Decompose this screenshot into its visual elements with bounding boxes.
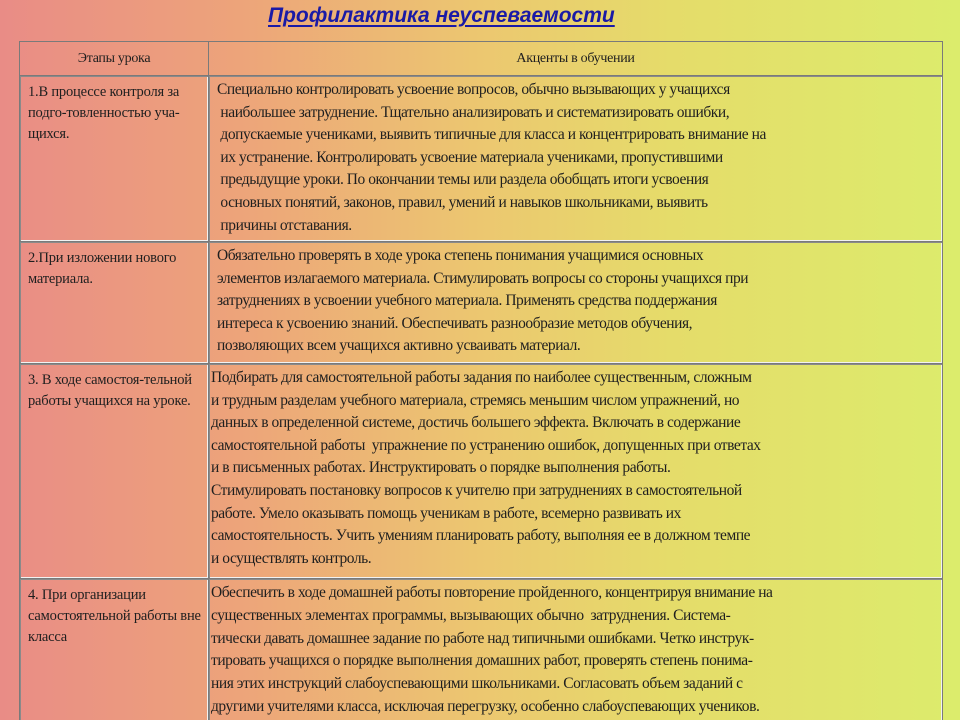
accents-cell: Подбирать для самостоятельной работы задания по наиболее существенным, сложным и трудным разделам учебного материала, стремясь меньшим числом упражнений, но данных в определенной системе, достичь большего эффекта. Включать в содержание самостоятельной работы упражнение по устранению ошибок, допущенных при ответах и в письменных работах. Инструктировать о порядке выполнения работы. Стимулировать постановку вопросов к учителю при затруднениях в самостоятельной работе. Умело оказывать помощь ученикам в работе, всемерно развивать их самостоятельность. Учить умениям планировать работу, выполняя ее в должном темпе и осуществлять контроль.	[209, 364, 943, 579]
stage-cell: 3. В ходе самостоя-тельной работы учащихся на уроке.	[20, 364, 209, 579]
header-accents: Акценты в обучении	[209, 42, 943, 76]
accents-cell: Обеспечить в ходе домашней работы повторение пройденного, концентрируя внимание на существенных элементах программы, вызывающих обычно затруднения. Система- тически давать домашнее задание по работе над типичными ошибками. Четко инструк- тировать учащихся о порядке выполнения домашних работ, проверять степень понима- ния этих инструкций слабоуспевающими школьниками. Согласовать объем заданий с другими учителями класса, исключая перегрузку, особенно слабоуспевающих учеников.	[209, 579, 943, 720]
table-row	[20, 242, 943, 364]
stage-cell: 2.При изложении нового материала.	[20, 242, 209, 364]
accents-table	[19, 41, 943, 720]
stage-cell: 4. При организации самостоятельной работы вне класса	[20, 579, 209, 720]
page-title: Профилактика неуспеваемости	[268, 4, 615, 27]
header-stage: Этапы урока	[20, 42, 209, 76]
table-row	[20, 76, 943, 242]
accents-cell: Специально контролировать усвоение вопросов, обычно вызывающих у учащихся наибольшее затруднение. Тщательно анализировать и систематизировать ошибки, допускаемые учениками, выявить типичные для класса и концентрировать внимание на их устранение. Контролировать усвоение материала учениками, пропустившими предыдущие уроки. По окончании темы или раздела обобщать итоги усвоения основных понятий, законов, правил, умений и навыков школьниками, выявить причины отставания.	[209, 76, 943, 242]
stage-cell: 1.В процессе контроля за подго-товленностью уча-щихся.	[20, 76, 209, 242]
accents-cell: Обязательно проверять в ходе урока степень понимания учащимися основных элементов излагаемого материала. Стимулировать вопросы со стороны учащихся при затруднениях в усвоении учебного материала. Применять средства поддержания интереса к усвоению знаний. Обеспечивать разнообразие методов обучения, позволяющих всем учащихся активно усваивать материал.	[209, 242, 943, 364]
table-header-row	[20, 42, 943, 76]
table-row	[20, 364, 943, 579]
table-row	[20, 579, 943, 720]
